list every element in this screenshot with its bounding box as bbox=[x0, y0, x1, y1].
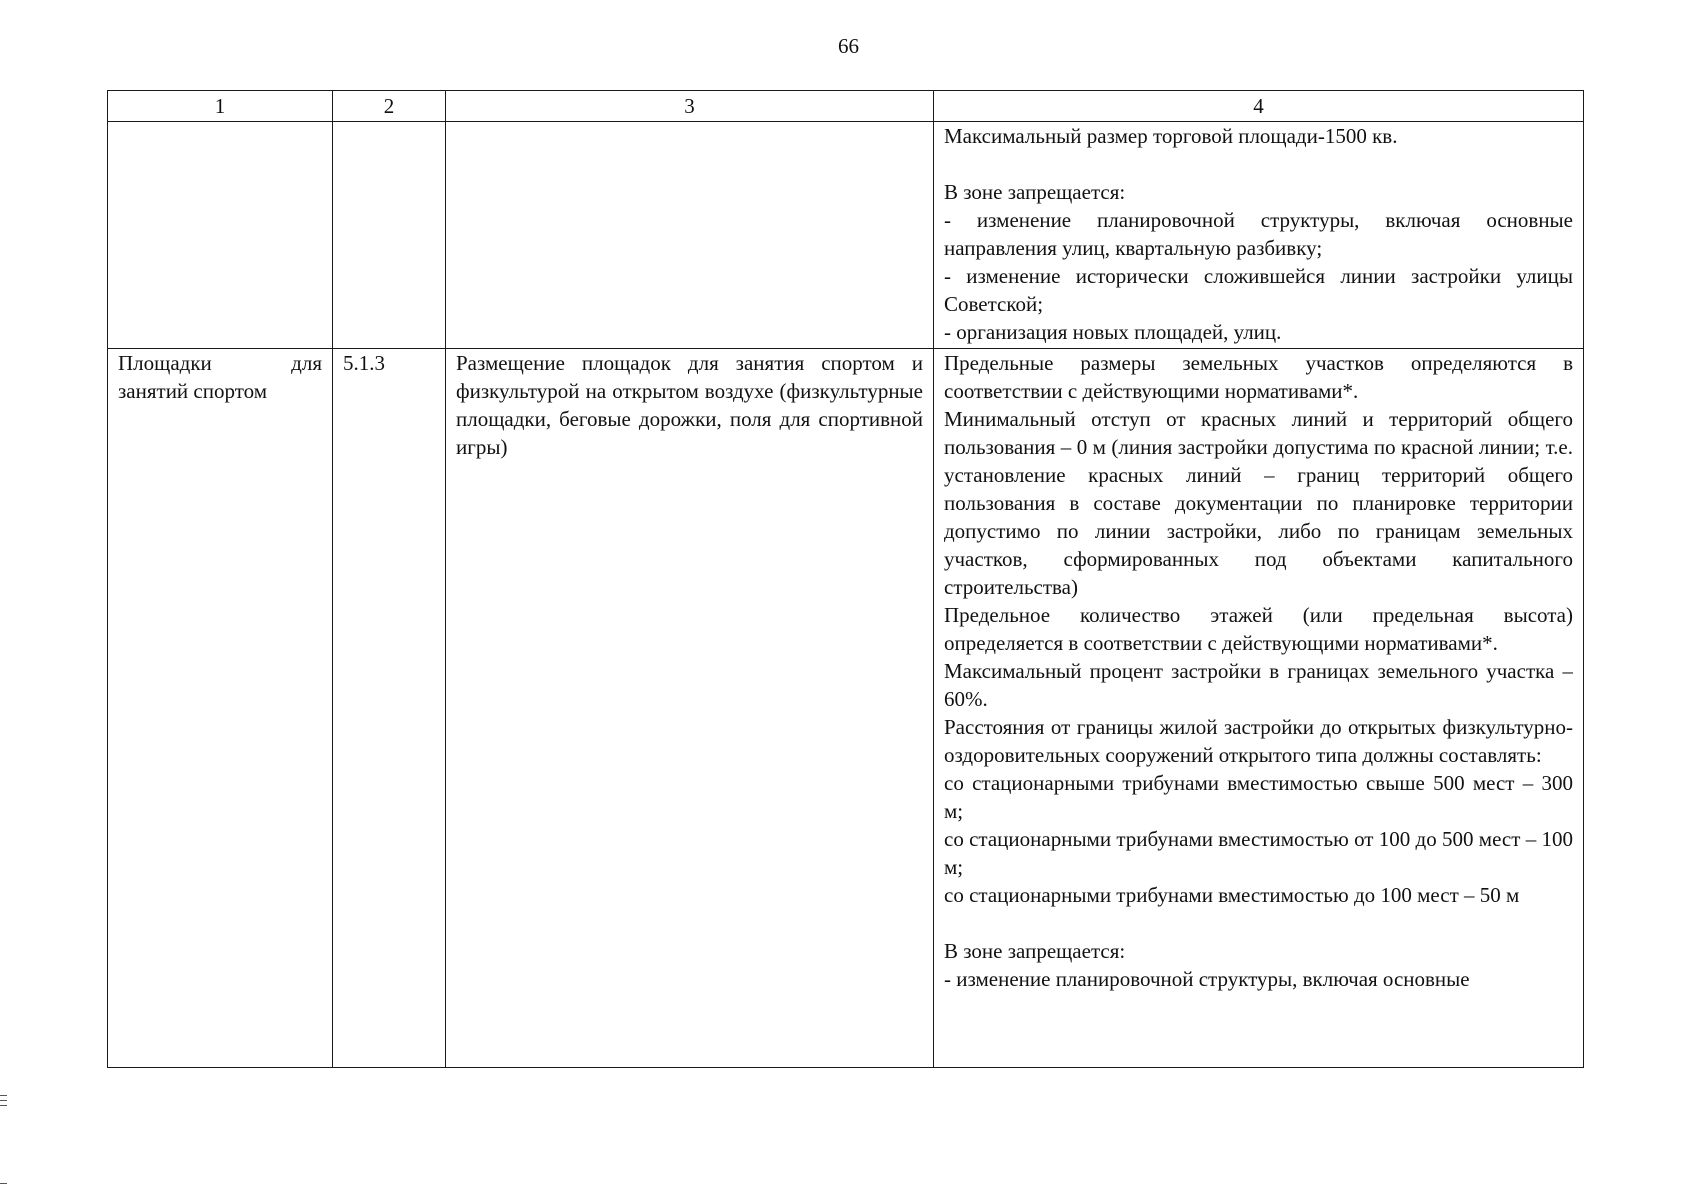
scan-edge-mark bbox=[0, 1105, 7, 1106]
cell-parameters bbox=[934, 122, 1584, 349]
cell-empty bbox=[333, 122, 446, 349]
parameter-text: Максимальный процент застройки в границах земельного участка – 60%. bbox=[944, 659, 1573, 711]
parameter-text: со стационарными трибунами вместимостью свыше 500 мест – 300 м; bbox=[944, 771, 1573, 823]
cell-parameters bbox=[934, 349, 1584, 1068]
parameter-text: Расстояния от границы жилой застройки до открытых физкультурно-оздоровительных сооружений открытого типа должны составлять: bbox=[944, 715, 1573, 767]
cell-empty bbox=[108, 122, 333, 349]
scan-edge-mark bbox=[0, 1183, 7, 1184]
prohibited-item: - изменение планировочной структуры, включая основные направления улиц, квартальную разбивку; bbox=[944, 208, 1573, 260]
parameter-text: Минимальный отступ от красных линий и территорий общего пользования – 0 м (линия застройки допустима по красной линии; т.е. установление красных линий – границ территорий общего пользования в составе документации по планировке территории допустимо по линии застройки, либо по границам земельных участков, сформированных под объектами капитального строительства) bbox=[944, 407, 1573, 599]
prohibited-item: - изменение исторически сложившейся линии застройки улицы Советской; bbox=[944, 264, 1573, 316]
prohibited-item: - организация новых площадей, улиц. bbox=[944, 320, 1282, 344]
max-trade-area-text: Максимальный размер торговой площади-1500 кв. bbox=[944, 124, 1398, 148]
cell-use-type-code: 5.1.3 bbox=[333, 349, 446, 1068]
column-header-3: 3 bbox=[446, 91, 934, 122]
prohibited-item: - изменение планировочной структуры, включая основные bbox=[944, 967, 1470, 991]
parameter-text: Предельное количество этажей (или предельная высота) определяется в соответствии с действующими нормативами*. bbox=[944, 603, 1573, 655]
regulations-table bbox=[107, 90, 1584, 1068]
table-row bbox=[108, 349, 1584, 1068]
header-row bbox=[108, 91, 1584, 122]
column-header-4: 4 bbox=[934, 91, 1584, 122]
parameter-text: со стационарными трибунами вместимостью до 100 мест – 50 м bbox=[944, 883, 1520, 907]
table-row bbox=[108, 122, 1584, 349]
column-header-2: 2 bbox=[333, 91, 446, 122]
prohibited-title: В зоне запрещается: bbox=[944, 180, 1126, 204]
column-header-1: 1 bbox=[108, 91, 333, 122]
prohibited-title: В зоне запрещается: bbox=[944, 939, 1126, 963]
cell-use-type-name: Площадки для занятий спортом bbox=[108, 349, 333, 1068]
cell-use-description: Размещение площадок для занятия спортом и физкультурой на открытом воздухе (физкультурные площадки, беговые дорожки, поля для спортивной игры) bbox=[446, 349, 934, 1068]
parameter-text: Предельные размеры земельных участков определяются в соответствии с действующими нормативами*. bbox=[944, 351, 1573, 403]
scan-edge-mark bbox=[0, 1100, 7, 1101]
parameter-text: со стационарными трибунами вместимостью от 100 до 500 мест – 100 м; bbox=[944, 827, 1573, 879]
cell-empty bbox=[446, 122, 934, 349]
page-number: 66 bbox=[838, 34, 859, 58]
scan-edge-mark bbox=[0, 1095, 7, 1096]
